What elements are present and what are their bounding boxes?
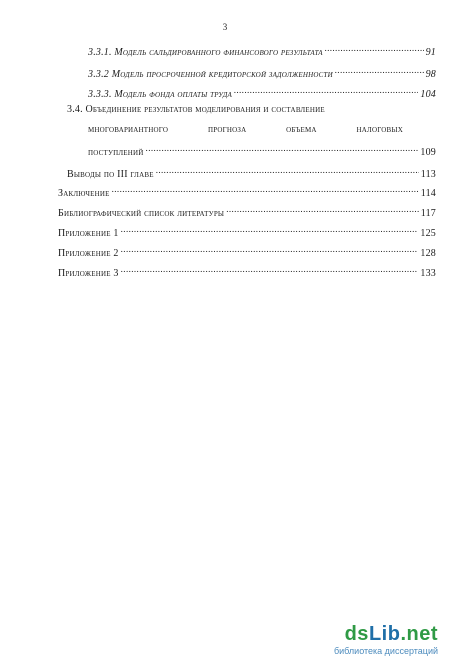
toc-entry-3-4-line3 [88, 142, 436, 158]
toc-entry-page: 125 [420, 228, 436, 239]
toc-entry-page: 104 [420, 89, 436, 100]
toc-entry-title: поступлений [88, 147, 144, 158]
toc-leader-dots [335, 64, 424, 77]
toc-leader-dots [156, 164, 419, 177]
toc-word: объема [286, 124, 317, 135]
toc-entry-page: 113 [420, 169, 436, 180]
dslib-logo: dsLib.net [344, 623, 438, 645]
toc-entry-page: 98 [425, 69, 436, 80]
toc-leader-dots [121, 243, 419, 256]
toc-entry-appendix-1 [58, 223, 436, 239]
toc-entry-page: 109 [420, 147, 436, 158]
toc-leader-dots [112, 183, 419, 196]
toc-entry-title: 3.3.1. Модель сальдированного финансового результата [88, 47, 323, 58]
toc-entry-page: 114 [420, 188, 436, 199]
toc-entry-title: Приложение 1 [58, 228, 119, 239]
toc-leader-dots [121, 223, 419, 236]
toc-entry-title: 3.3.2 Модель просроченной кредиторской задолженности [88, 69, 333, 80]
toc-entry-page: 117 [420, 208, 436, 219]
toc-leader-dots [226, 203, 419, 216]
dslib-subtitle: библиотека диссертаций [333, 646, 438, 656]
page-number: 3 [222, 22, 228, 32]
toc-entry-3-4-line1: 3.4. Объединение результатов моделирования и составление [67, 104, 325, 115]
toc-entry-title: Приложение 3 [58, 268, 119, 279]
toc-entry-page: 128 [420, 248, 436, 259]
toc-entry-3-3-3 [88, 84, 436, 100]
toc-word: налоговых [356, 124, 403, 135]
toc-entry-appendix-2 [58, 243, 436, 259]
toc-entry-title: 3.3.3. Модель фонда оплаты труда [88, 89, 232, 100]
toc-entry-3-3-1 [88, 42, 436, 58]
toc-entry-3-3-2 [88, 64, 436, 80]
toc-leader-dots [121, 263, 419, 276]
toc-entry-conclusion [58, 183, 436, 199]
toc-entry-title: Заключение [58, 188, 110, 199]
toc-entry-page: 91 [425, 47, 436, 58]
toc-word: прогноза [207, 124, 247, 135]
toc-entry-page: 133 [420, 268, 436, 279]
toc-entry-appendix-3 [58, 263, 436, 279]
toc-leader-dots [325, 42, 424, 55]
toc-leader-dots [234, 84, 418, 97]
toc-leader-dots [146, 142, 419, 155]
toc-entry-title: Библиографический список литературы [58, 208, 225, 219]
toc-entry-title: Приложение 2 [58, 248, 119, 259]
toc-word: многовариантного [88, 124, 169, 135]
toc-entry-3-4-line2 [88, 123, 403, 136]
toc-entry-bibliography [58, 203, 436, 219]
toc-entry-title: Выводы по III главе [67, 169, 154, 180]
dslib-watermark [308, 622, 438, 666]
toc-entry-conclusions-ch3 [67, 164, 436, 180]
